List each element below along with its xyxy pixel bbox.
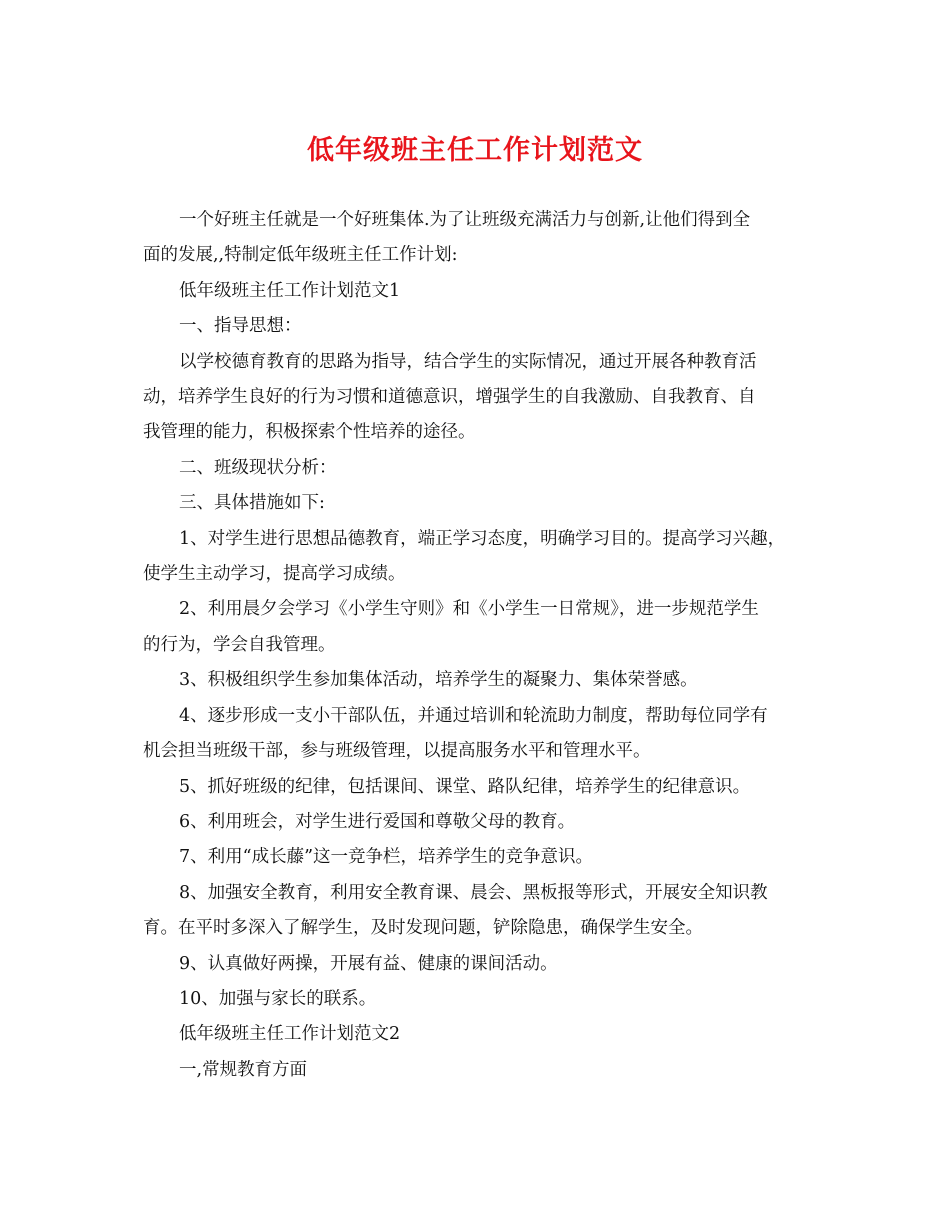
paragraph xyxy=(143,1017,811,1052)
paragraph xyxy=(143,663,811,698)
paragraph-line: 2、利用晨夕会学习《小学生守则》和《小学生一日常规》，进一步规范学生 xyxy=(179,599,759,620)
paragraph xyxy=(143,451,811,486)
paragraph-line: 8、加强安全教育，利用安全教育课、晨会、黑板报等形式，开展安全知识教 xyxy=(179,882,768,903)
paragraph-line: 机会担当班级干部，参与班级管理，以提高服务水平和管理水平。 xyxy=(143,741,651,762)
paragraph-line: 以学校德育教育的思路为指导，结合学生的实际情况，通过开展各种教育活 xyxy=(179,351,757,372)
paragraph xyxy=(143,770,811,805)
paragraph xyxy=(143,203,811,274)
paragraph-line: 5、抓好班级的纪律，包括课间、课堂、路队纪律，培养学生的纪律意识。 xyxy=(179,776,751,797)
paragraph xyxy=(143,274,811,309)
paragraph-line: 动，培养学生良好的行为习惯和道德意识，增强学生的自我激励、自我教育、自 xyxy=(143,387,756,408)
paragraph-line: 4、逐步形成一支小干部队伍，并通过培训和轮流助力制度，帮助每位同学有 xyxy=(179,705,768,726)
paragraph-line: 低年级班主任工作计划范文2 xyxy=(179,1024,401,1045)
paragraph-line: 1、对学生进行思想品德教育，端正学习态度，明确学习目的。提高学习兴趣， xyxy=(179,528,786,549)
paragraph xyxy=(143,1053,811,1088)
paragraph-line: 一、指导思想： xyxy=(179,316,302,337)
paragraph-line: 育。在平时多深入了解学生，及时发现问题，铲除隐患，确保学生安全。 xyxy=(143,918,703,939)
paragraph xyxy=(143,309,811,344)
document-body xyxy=(143,203,811,1088)
paragraph-line: 三、具体措施如下: xyxy=(179,493,325,514)
paragraph-line: 3、积极组织学生参加集体活动，培养学生的凝聚力、集体荣誉感。 xyxy=(179,670,698,691)
paragraph-line: 低年级班主任工作计划范文1 xyxy=(179,280,401,301)
paragraph-line: 使学生主动学习，提高学习成绩。 xyxy=(143,564,406,585)
document-title: 低年级班主任工作计划范文 xyxy=(307,135,643,166)
paragraph xyxy=(143,805,811,840)
paragraph-line: 一,常规教育方面 xyxy=(179,1059,308,1080)
paragraph xyxy=(143,522,811,593)
paragraph xyxy=(143,592,811,663)
paragraph-line: 9、认真做好两操，开展有益、健康的课间活动。 xyxy=(179,953,558,974)
paragraph xyxy=(143,699,811,770)
paragraph xyxy=(143,947,811,982)
paragraph xyxy=(143,486,811,521)
paragraph-line: 的行为，学会自我管理。 xyxy=(143,634,336,655)
paragraph-line: 6、利用班会，对学生进行爱国和尊敬父母的教育。 xyxy=(179,811,576,832)
paragraph-line: 一个好班主任就是一个好班集体.为了让班级充满活力与创新,让他们得到全 xyxy=(179,210,751,230)
paragraph-line: 7、利用“成长藤”这一竞争栏，培养学生的竞争意识。 xyxy=(179,847,594,868)
paragraph-line: 10、加强与家长的联系。 xyxy=(179,988,377,1009)
paragraph-line: 我管理的能力，积极探索个性培养的途径。 xyxy=(143,422,476,443)
paragraph xyxy=(143,840,811,875)
paragraph-line: 面的发展,,特制定低年级班主任工作计划: xyxy=(143,245,458,266)
paragraph-line: 二、班级现状分析： xyxy=(179,457,337,478)
paragraph xyxy=(143,345,811,451)
paragraph xyxy=(143,982,811,1017)
paragraph xyxy=(143,876,811,947)
